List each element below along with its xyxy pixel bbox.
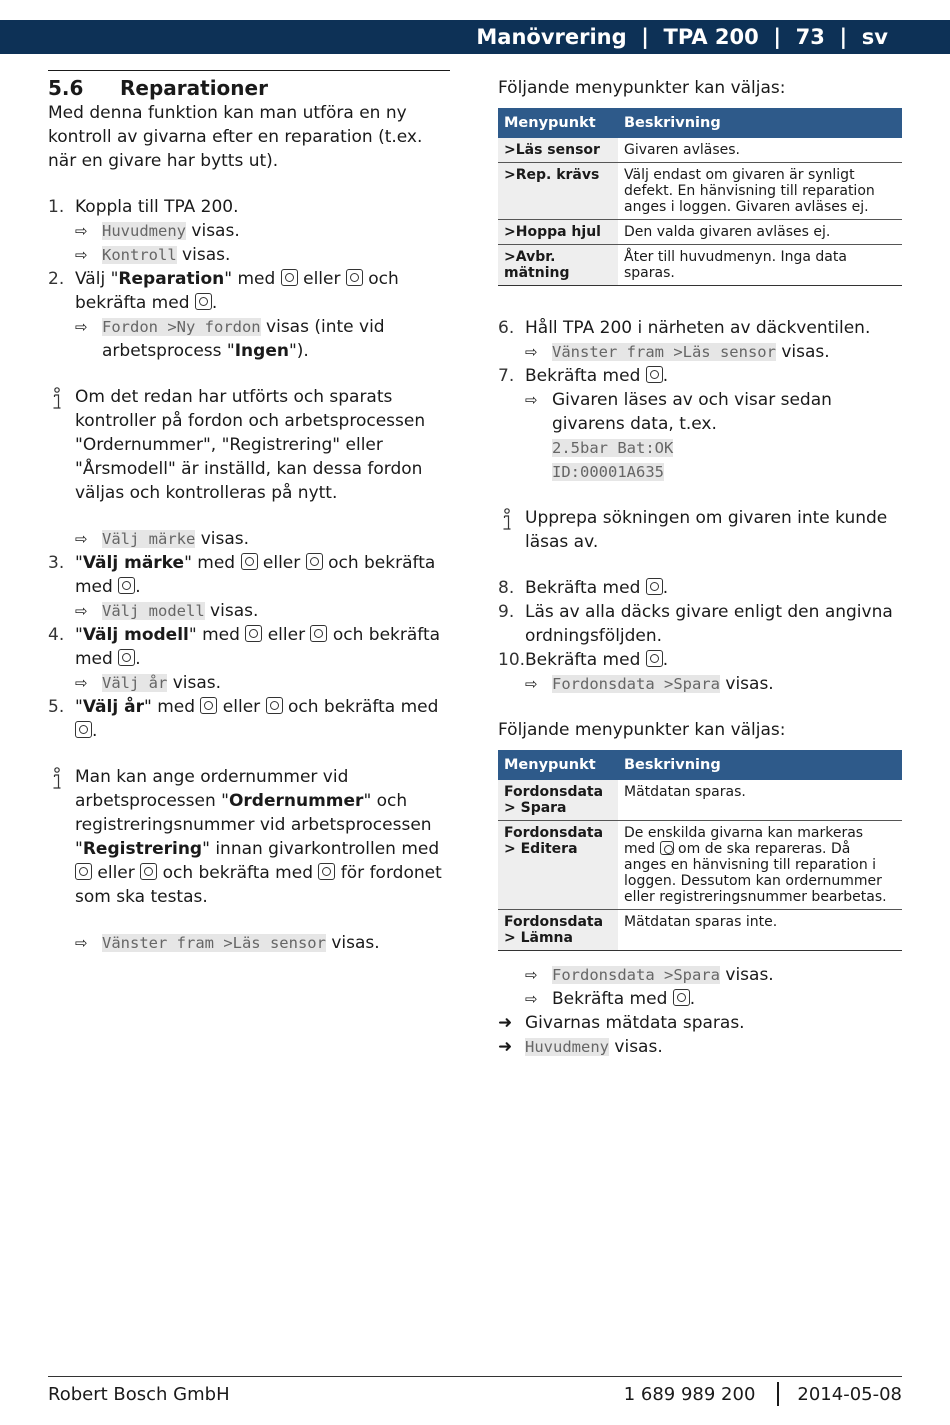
result-arrow-icon: ⇨ (525, 391, 538, 409)
down-key-icon (266, 697, 283, 714)
down-key-icon (310, 625, 327, 642)
vanster-result: ⇨ Vänster fram >Läs sensor visas. (75, 933, 380, 953)
ok-key-icon (318, 863, 335, 880)
ok-key-icon (660, 841, 674, 855)
section-title: Reparationer (120, 76, 268, 100)
end-result-1: ⇨ Fordonsdata >Spara visas. (525, 965, 774, 985)
step-9: 9. Läs av alla däcks givare enligt den angivna ordningsföljden. (498, 602, 893, 646)
table2-intro: Följande menypunkter kan väljas: (498, 720, 786, 740)
intro-text: Med denna funktion kan man utföra en ny kontroll av givarna efter en reparation (t.ex. när en givare har bytts ut). (48, 103, 423, 171)
final-arrow-icon: ➜ (498, 1013, 513, 1033)
info-icon (48, 765, 75, 909)
ok-key-icon (673, 989, 690, 1006)
table-row: >Hoppa hjul Den valda givaren avläses ej. (498, 220, 902, 245)
result-arrow-icon: ⇨ (525, 966, 538, 984)
ok-key-icon (195, 293, 212, 310)
info-icon (48, 385, 75, 505)
result-arrow-icon: ⇨ (75, 246, 88, 264)
step-6-result: ⇨ Vänster fram >Läs sensor visas. (525, 342, 830, 362)
left-column (48, 70, 450, 955)
final-result-1: ➜ Givarnas mätdata sparas. (498, 1013, 745, 1033)
table-row: >Avbr. mätning Åter till huvudmenyn. Inga data sparas. (498, 245, 902, 286)
footer-company: Robert Bosch GmbH (48, 1383, 230, 1405)
down-key-icon (346, 269, 363, 286)
info-note-1: Om det redan har utförts och sparats kontroller på fordon och arbetsprocessen "Ordernummer", "Registrering" eller "Årsmodell" är inställd, kan dessa fordon väljas och kontrolleras på nytt. (48, 385, 450, 505)
result-arrow-icon: ⇨ (75, 674, 88, 692)
result-arrow-icon: ⇨ (75, 530, 88, 548)
section-heading (48, 70, 450, 101)
right-column (498, 76, 902, 1059)
table-row: >Rep. krävs Välj endast om givaren är synligt defekt. En hänvisning till reparation anges i loggen. Givaren avläses ej. (498, 163, 902, 220)
step-6: 6. Håll TPA 200 i närheten av däckventilen. (498, 318, 871, 338)
info-note-3: Upprepa sökningen om givaren inte kunde läsas av. (498, 506, 902, 554)
table-row: Fordonsdata > Lämna Mätdatan sparas inte. (498, 910, 902, 951)
up-key-icon (75, 863, 92, 880)
table-row: >Läs sensor Givaren avläses. (498, 138, 902, 163)
end-result-2: ⇨ Bekräfta med . (525, 989, 696, 1009)
result-arrow-icon: ⇨ (75, 318, 88, 336)
down-key-icon (306, 553, 323, 570)
step-4: 4. "Välj modell" med eller och bekräfta med . (48, 625, 441, 669)
result-arrow-icon: ⇨ (75, 934, 88, 952)
modell-result: ⇨ Välj modell visas. (75, 601, 259, 621)
step-5: 5. "Välj år" med eller och bekräfta med . (48, 697, 439, 741)
step-7: 7. Bekräfta med . (498, 366, 669, 386)
step-1-result-2: ⇨ Kontroll visas. (75, 245, 231, 265)
step-2: 2. Välj "Reparation" med eller och bekräfta med . (48, 269, 399, 313)
step-10-result: ⇨ Fordonsdata >Spara visas. (525, 674, 774, 694)
menu-table-2: Menypunkt Beskrivning Fordonsdata > Spara Mätdatan sparas. Fordonsdata > Editera De enskilda givarna kan markeras med om de ska repareras. Då anges en hänvisning till reparation i loggen. Dessutom kan ordernummer eller registreringsnummer bearbetas. Fordonsdata > Lämna Mätdatan sparas inte. (498, 750, 902, 951)
step-1-result-1: ⇨ Huvudmeny visas. (75, 221, 240, 241)
final-result-2: ➜ Huvudmeny visas. (498, 1037, 663, 1057)
ok-key-icon (75, 721, 92, 738)
table-row: Fordonsdata > Editera De enskilda givarna kan markeras med om de ska repareras. Då anges en hänvisning till reparation i loggen. Dessutom kan ordernummer eller registreringsnummer bearbetas. (498, 821, 902, 910)
ok-key-icon (646, 366, 663, 383)
section-number: 5.6 (48, 76, 84, 100)
footer-divider (48, 1376, 902, 1377)
final-arrow-icon: ➜ (498, 1037, 513, 1057)
footer-docno: 1 689 989 200 (623, 1383, 756, 1405)
step-2-result: ⇨ Fordon >Ny fordon visas (inte vid arbetsprocess "Ingen"). (75, 317, 385, 361)
menu-table-1: Menypunkt Beskrivning >Läs sensor Givaren avläses. >Rep. krävs Välj endast om givaren är synligt defekt. En hänvisning till reparation anges i loggen. Givaren avläses ej. >Hoppa hjul Den valda givaren avläses ej. >Avbr. mätning Åter till huvudmenyn. Inga data sparas. (498, 108, 902, 286)
footer-separator (777, 1382, 779, 1406)
result-arrow-icon: ⇨ (525, 990, 538, 1008)
result-arrow-icon: ⇨ (525, 675, 538, 693)
down-key-icon (140, 863, 157, 880)
info-icon (498, 506, 525, 554)
step-1: 1. Koppla till TPA 200. (48, 197, 239, 217)
result-arrow-icon: ⇨ (75, 602, 88, 620)
page-header (0, 20, 950, 54)
step-10: 10. Bekräfta med . (498, 650, 669, 670)
up-key-icon (200, 697, 217, 714)
step-7-result: ⇨ Givaren läses av och visar sedan givarens data, t.ex. 2.5bar Bat:OK ID:00001A635 (498, 388, 902, 484)
step-3: 3. "Välj märke" med eller och bekräfta med . (48, 553, 436, 597)
info-note-2: Man kan ange ordernummer vid arbetsprocessen "Ordernummer" och registreringsnummer vid arbetsprocessen "Registrering" innan givarkontrollen med eller och bekräfta med för fordonet som ska testas. (48, 765, 450, 909)
table-row: Fordonsdata > Spara Mätdatan sparas. (498, 780, 902, 821)
marke-result: ⇨ Välj märke visas. (75, 529, 250, 549)
page-footer (48, 1382, 902, 1406)
up-key-icon (245, 625, 262, 642)
footer-date: 2014-05-08 (797, 1383, 902, 1405)
ok-key-icon (646, 578, 663, 595)
ok-key-icon (118, 577, 135, 594)
step-8: 8. Bekräfta med . (498, 578, 669, 598)
table1-intro: Följande menypunkter kan väljas: (498, 78, 786, 98)
up-key-icon (281, 269, 298, 286)
ok-key-icon (118, 649, 135, 666)
result-arrow-icon: ⇨ (525, 343, 538, 361)
header-text: Manövrering | TPA 200 | 73 | sv (476, 25, 888, 49)
ok-key-icon (646, 650, 663, 667)
ar-result: ⇨ Välj år visas. (75, 673, 222, 693)
result-arrow-icon: ⇨ (75, 222, 88, 240)
up-key-icon (241, 553, 258, 570)
